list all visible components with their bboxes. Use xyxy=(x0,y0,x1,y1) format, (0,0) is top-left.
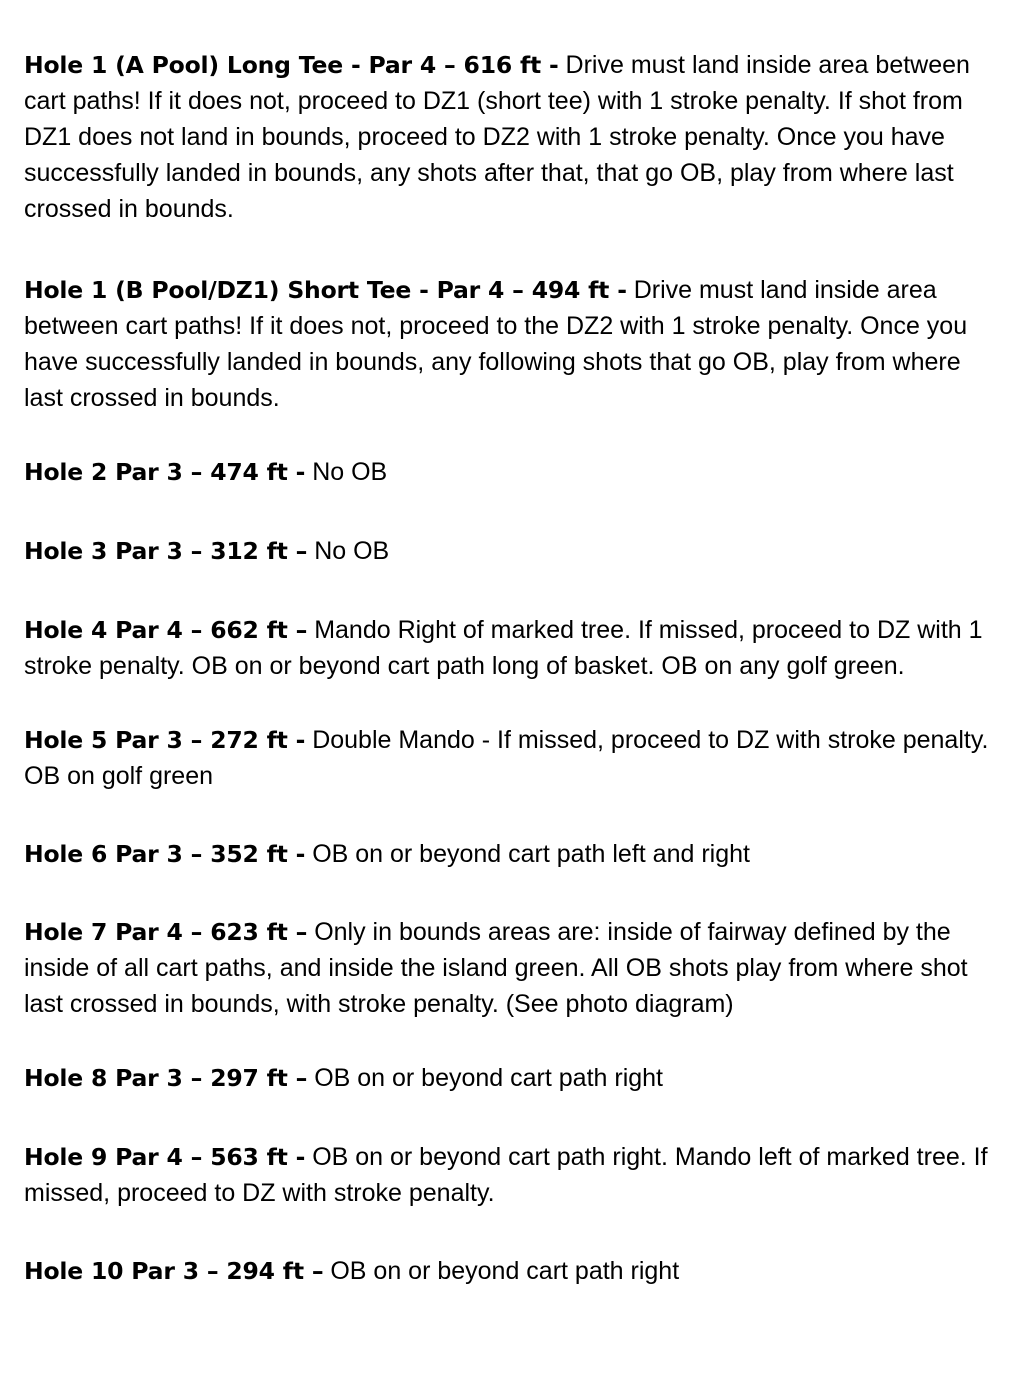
hole-8-entry xyxy=(24,1060,1004,1096)
hole-3-entry xyxy=(24,533,1004,569)
hole-heading: Hole 3 Par 3 – 312 ft – xyxy=(24,537,308,565)
hole-1-short-tee-entry xyxy=(24,272,1004,416)
hole-rule-text: OB on or beyond cart path right xyxy=(330,1257,680,1285)
hole-heading: Hole 2 Par 3 – 474 ft - xyxy=(24,458,306,486)
hole-heading: Hole 4 Par 4 – 662 ft – xyxy=(24,616,308,644)
hole-heading: Hole 8 Par 3 – 297 ft – xyxy=(24,1064,308,1092)
hole-7-entry xyxy=(24,914,1004,1022)
hole-rule-text: OB on or beyond cart path right xyxy=(314,1064,664,1092)
hole-2-entry xyxy=(24,454,1004,490)
hole-heading: Hole 9 Par 4 – 563 ft - xyxy=(24,1143,306,1171)
hole-heading: Hole 1 (A Pool) Long Tee - Par 4 – 616 ft - xyxy=(24,51,559,79)
hole-10-entry xyxy=(24,1253,1004,1289)
hole-rule-text: Drive must land inside area between cart paths! If it does not, proceed to DZ1 (short tee) with 1 stroke penalty. If shot from DZ1 does not land in bounds, proceed to DZ2 with 1 stroke penalty. Once you have successfully landed in bounds, any shots after that, that go OB, play from where last crossed in bounds. xyxy=(24,51,970,223)
hole-heading: Hole 5 Par 3 – 272 ft - xyxy=(24,726,306,754)
hole-rule-text: OB on or beyond cart path left and right xyxy=(312,840,750,868)
hole-rule-text: No OB xyxy=(314,537,390,565)
document-body xyxy=(24,47,1004,1289)
hole-rule-text: Double Mando - If missed, proceed to DZ with stroke penalty. OB on golf green xyxy=(24,726,989,790)
hole-rule-text: Mando Right of marked tree. If missed, proceed to DZ with 1 stroke penalty. OB on or beyond cart path long of basket. OB on any golf green. xyxy=(24,616,983,680)
hole-heading: Hole 7 Par 4 – 623 ft – xyxy=(24,918,308,946)
hole-9-entry xyxy=(24,1139,1004,1211)
hole-rule-text: OB on or beyond cart path right. Mando left of marked tree. If missed, proceed to DZ with stroke penalty. xyxy=(24,1143,988,1207)
hole-5-entry xyxy=(24,722,1004,794)
hole-1-long-tee-entry xyxy=(24,47,1004,227)
hole-heading: Hole 6 Par 3 – 352 ft - xyxy=(24,840,306,868)
hole-heading: Hole 1 (B Pool/DZ1) Short Tee - Par 4 – 494 ft - xyxy=(24,276,627,304)
hole-6-entry xyxy=(24,836,1004,872)
hole-rule-text: Drive must land inside area between cart paths! If it does not, proceed to the DZ2 with 1 stroke penalty. Once you have successfully landed in bounds, any following shots that go OB, play from where last crossed in bounds. xyxy=(24,276,968,412)
hole-4-entry xyxy=(24,612,1004,684)
hole-rule-text: No OB xyxy=(312,458,388,486)
hole-heading: Hole 10 Par 3 – 294 ft – xyxy=(24,1257,324,1285)
hole-rule-text: Only in bounds areas are: inside of fairway defined by the inside of all cart paths, and inside the island green. All OB shots play from where shot last crossed in bounds, with stroke penalty. (See photo diagram) xyxy=(24,918,968,1018)
